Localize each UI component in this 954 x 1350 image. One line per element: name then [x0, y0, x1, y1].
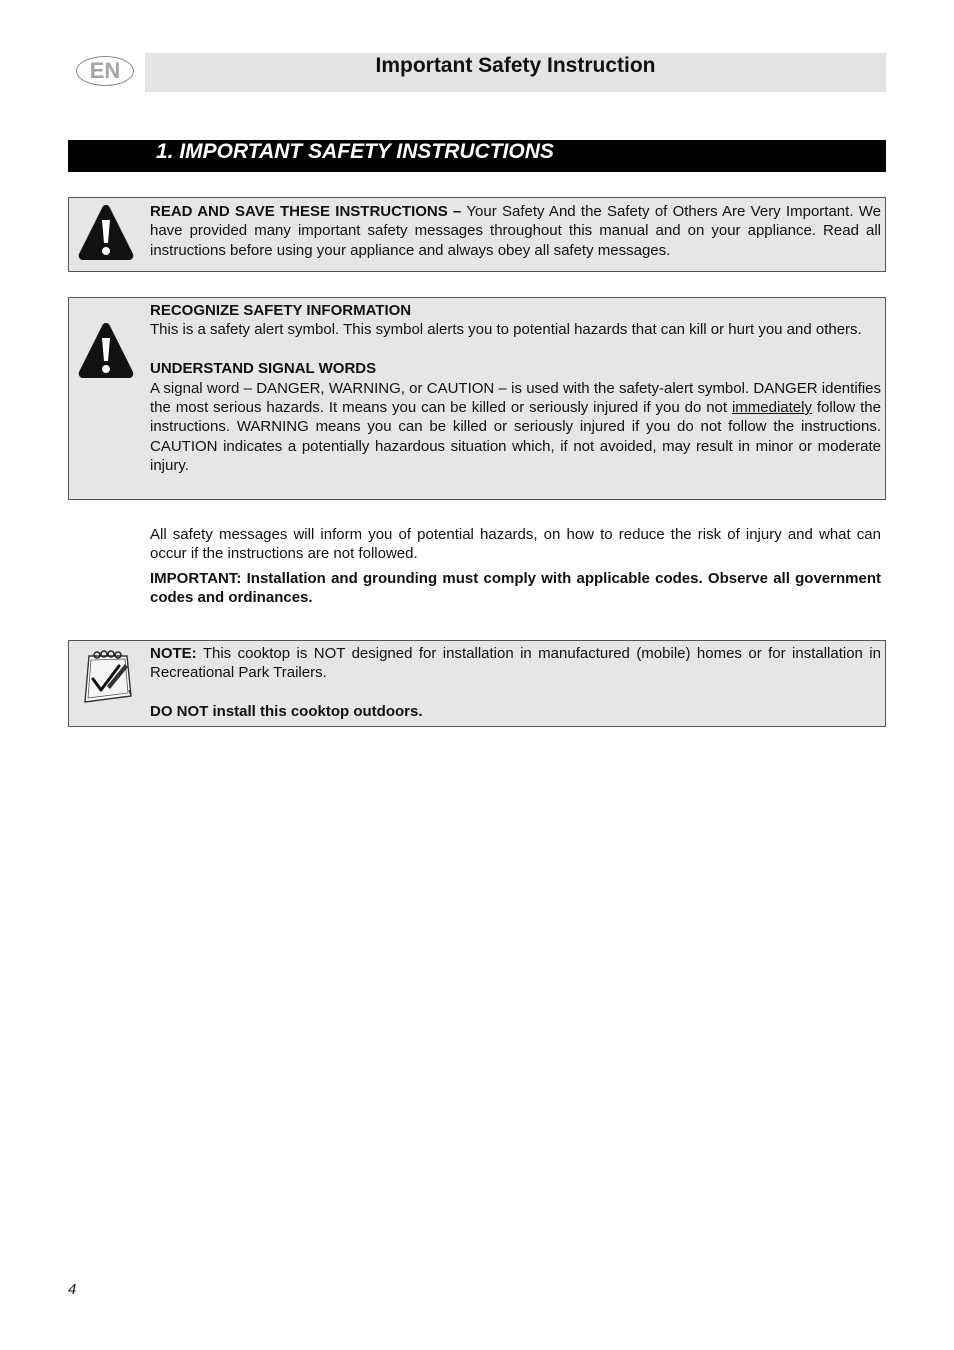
read-save-instructions-box — [68, 197, 886, 272]
important-grounding-paragraph: IMPORTANT: Installation and grounding must comply with applicable codes. Observe all government codes and ordinances. — [150, 570, 881, 607]
note-lead: NOTE: — [150, 645, 197, 662]
warning-exclamation-icon — [77, 202, 135, 267]
read-save-lead: READ AND SAVE THESE INSTRUCTIONS – — [150, 203, 462, 220]
recognize-heading: RECOGNIZE SAFETY INFORMATION — [150, 302, 412, 319]
signal-words-paragraph: A signal word – DANGER, WARNING, or CAUTION – is used with the safety-alert symbol. DANGER identifies the most serious hazards. It means you can be killed or seriously injured if you do not immediately follow the instructions. WARNING means you can be killed or seriously injured if you do not follow the instructions. CAUTION indicates a potentially hazardous situation which, if not avoided, may result in minor or moderate injury. — [150, 379, 881, 475]
section-heading-bar — [68, 140, 886, 172]
read-save-body: Your Safety And the Safety of Others Are Very Important. We have provided many important safety messages throughout this manual and on your appliance. Read all instructions before using your appliance and always obey all safety messages. — [150, 203, 881, 259]
note-text — [150, 644, 881, 722]
page-number: 4 — [68, 1281, 77, 1298]
note-box — [68, 640, 886, 727]
immediately-emphasis: immediately — [731, 399, 812, 417]
safety-messages-paragraph: All safety messages will inform you of potential hazards, on how to reduce the risk of injury and what can occur if the instructions are not followed. — [150, 526, 881, 563]
language-badge — [76, 56, 134, 86]
read-save-text — [150, 202, 881, 260]
recognize-paragraph: This is a safety alert symbol. This symbol alerts you to potential hazards that can kill or hurt you and others. — [150, 321, 862, 339]
signal-words-heading: UNDERSTAND SIGNAL WORDS — [150, 360, 377, 378]
notepad-check-icon — [77, 646, 135, 709]
page-header — [145, 53, 886, 92]
outdoor-warning: DO NOT install this cooktop outdoors. — [150, 703, 423, 721]
language-code: EN — [89, 58, 121, 83]
safety-information-text — [150, 301, 881, 476]
safety-information-box — [68, 297, 886, 500]
page-title: Important Safety Instruction — [375, 54, 656, 77]
note-body: This cooktop is NOT designed for installation in manufactured (mobile) homes or for installation in Recreational Park Trailers. — [150, 645, 881, 682]
section-title: 1. IMPORTANT SAFETY INSTRUCTIONS — [156, 140, 554, 163]
warning-exclamation-icon — [77, 320, 135, 385]
